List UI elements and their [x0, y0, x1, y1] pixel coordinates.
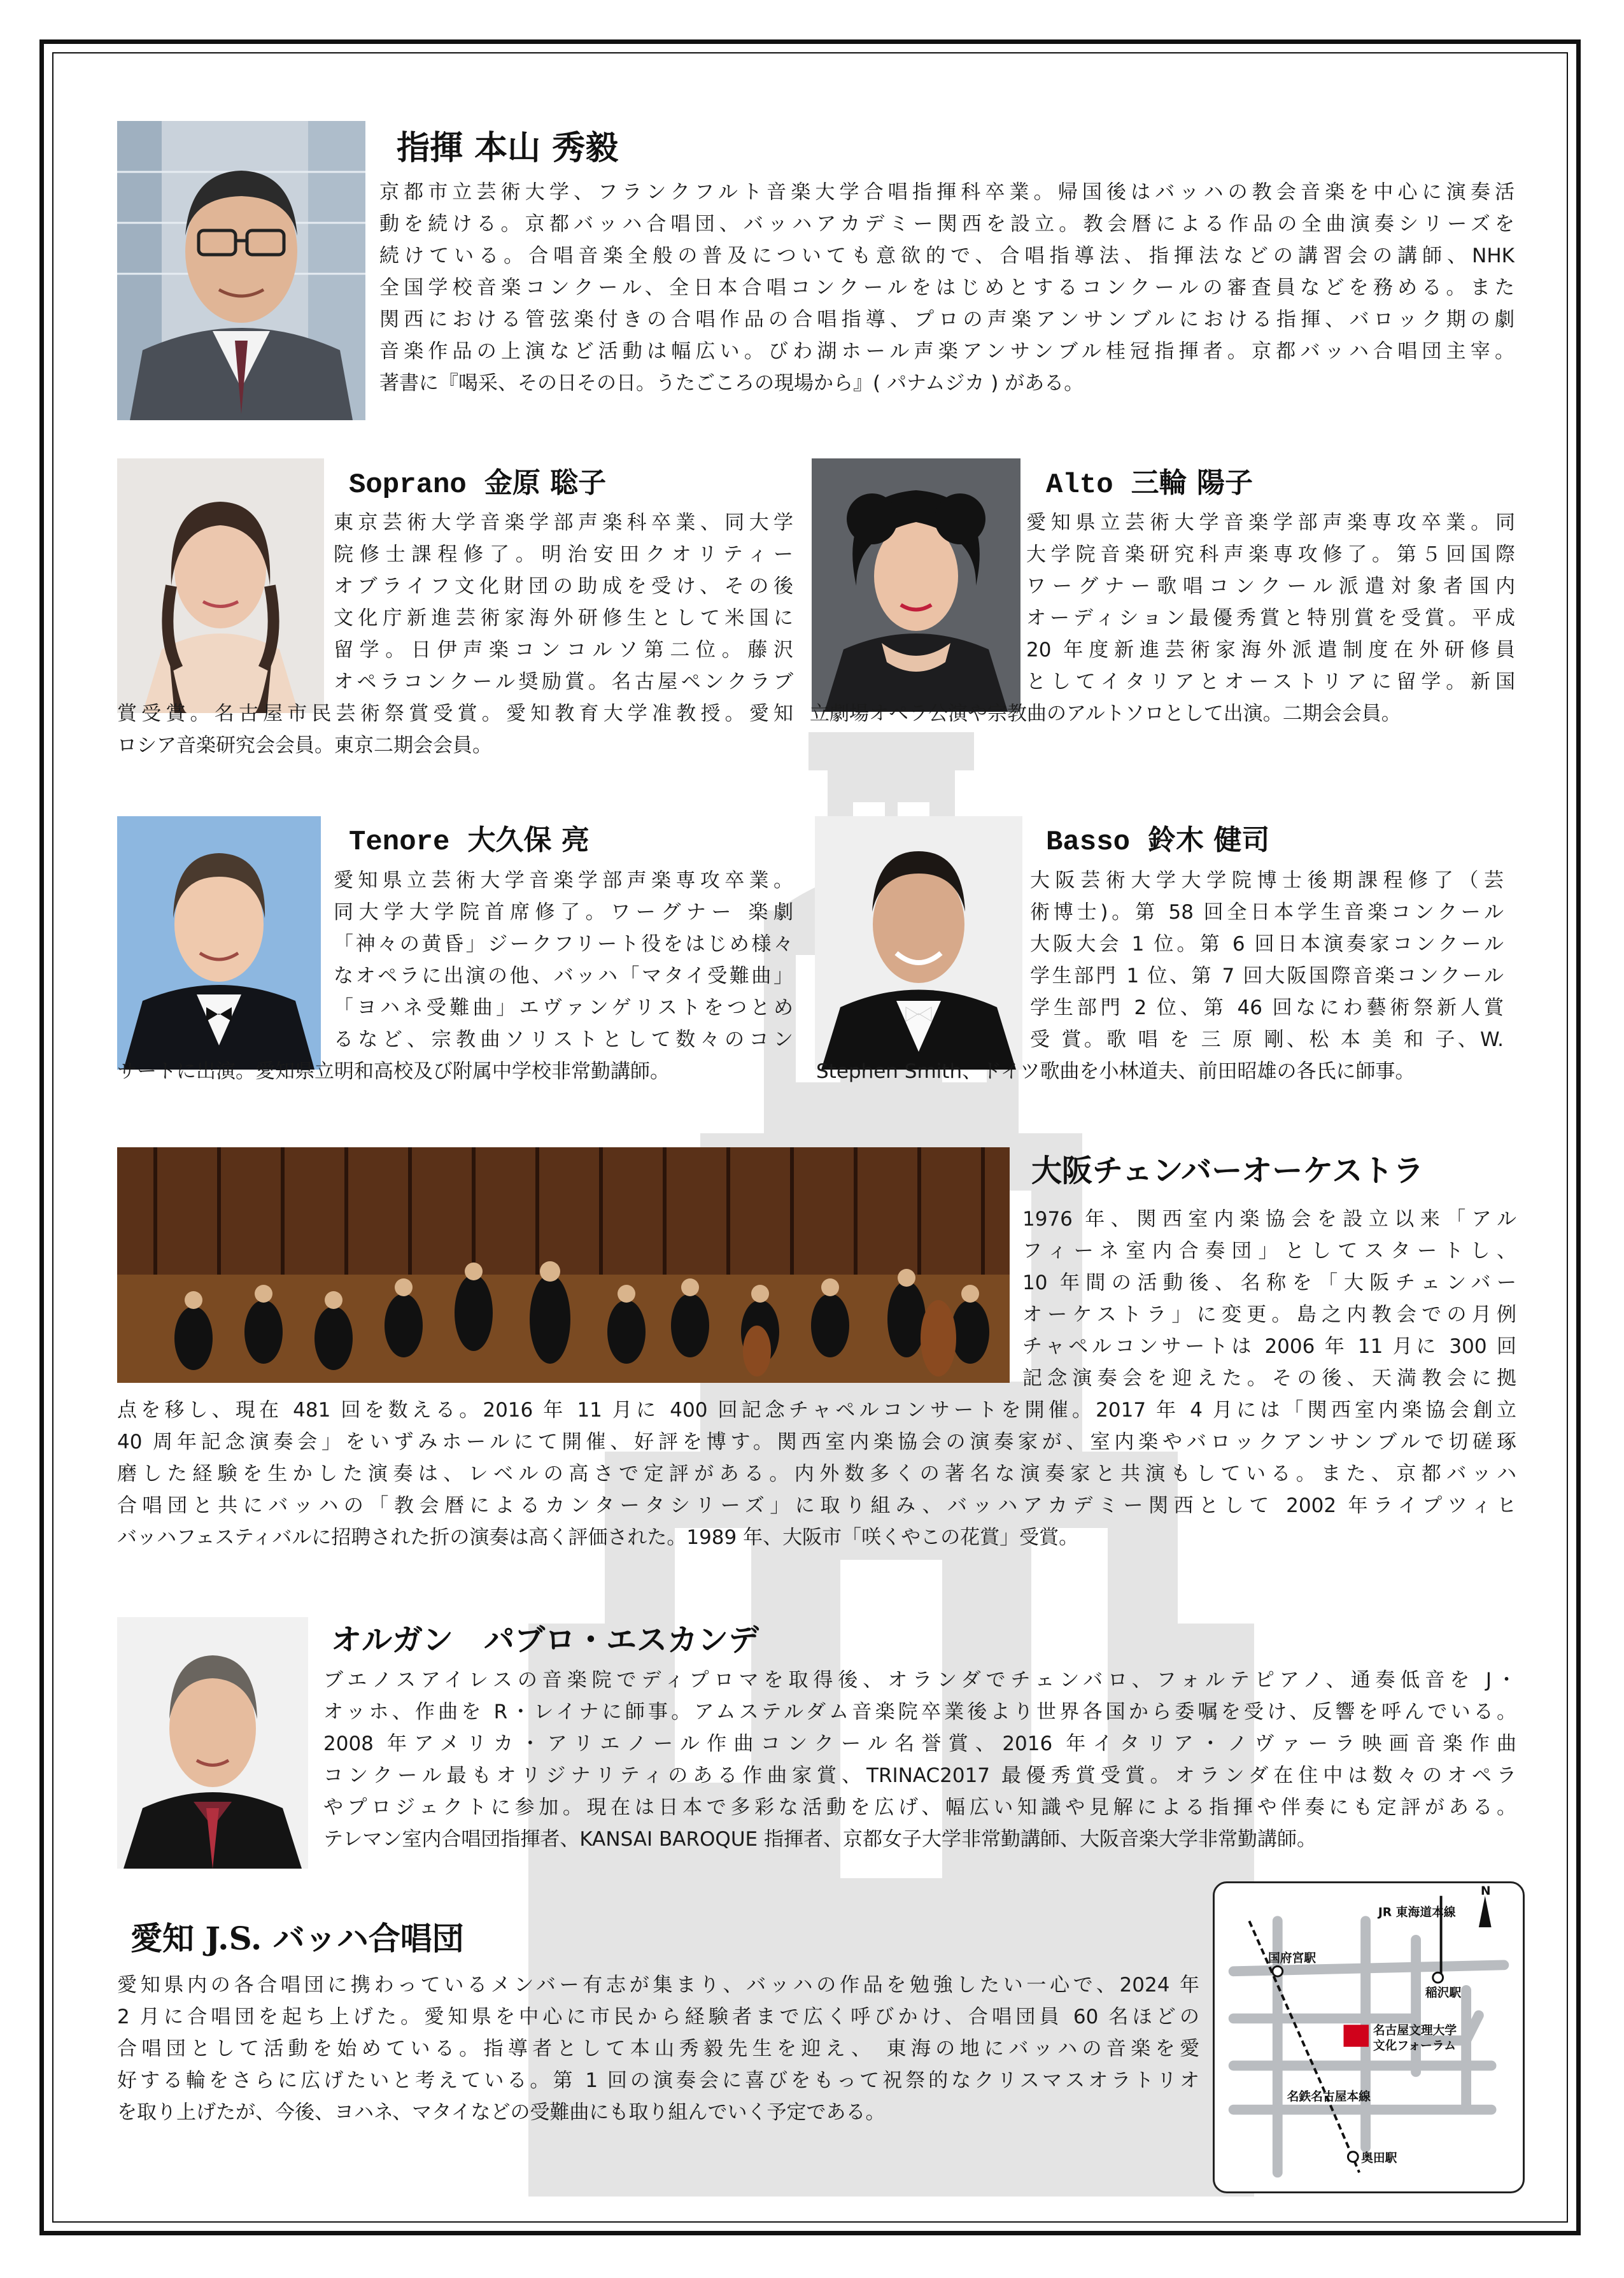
north-arrow-icon: [1479, 1896, 1492, 1927]
organ-bio: [323, 1664, 1516, 1855]
bio-line: 京都市立芸術大学、フランクフルト音楽大学合唱指揮科卒業。帰国後はバッハの教会音楽を中心に演奏活: [379, 181, 1515, 204]
map-north-label: N: [1480, 1884, 1491, 1898]
basso-bio-top: [1030, 865, 1504, 1056]
alto-role: Alto: [1046, 469, 1113, 501]
bio-line: オッホ、作曲を R・レイナに師事。アムステルダム音楽院卒業後より世界各国から委嘱を受け、反響を呼んでいる。: [323, 1701, 1516, 1723]
bio-line: 大阪大会 1 位。第 6 回日本演奏家コンクール: [1030, 933, 1504, 956]
basso-bio-bottom: [816, 1056, 1504, 1087]
conductor-photo: [117, 121, 365, 420]
soprano-role: Soprano: [349, 469, 467, 501]
bio-line: Stephen Smith、ドイツ歌曲を小林道夫、前田昭雄の各氏に師事。: [816, 1060, 1415, 1083]
bio-line: 続けている。合唱音楽全般の普及についても意欲的で、合唱指導法、指揮法などの講習会の講師、NHK: [379, 244, 1515, 267]
bio-line: 合唱団と共にバッハの「教会暦によるカンタータシリーズ」に取り組み、バッハアカデミー関西として 2002 年ライプツィヒ: [117, 1494, 1516, 1517]
bio-line: を取り上げたが、今後、ヨハネ、マタイなどの受難曲にも取り組んでいく予定である。: [117, 2101, 886, 2124]
soprano-name: 金原 聡子: [484, 467, 607, 499]
orchestra-bio-short: [1022, 1203, 1516, 1394]
bio-line: 1976 年、関西室内楽協会を設立以来「アル: [1022, 1208, 1516, 1231]
basso-photo: [815, 816, 1022, 1070]
map-venue-label-2: 文化フォーラム: [1373, 2039, 1457, 2053]
map-jr-line-label: JR 東海道本線: [1378, 1906, 1456, 1920]
choir-bio: [117, 1969, 1199, 2128]
bio-line: 音楽作品の上演など活動は幅広い。びわ湖ホール声楽アンサンブル桂冠指揮者。京都バッハ合唱団主宰。: [379, 340, 1515, 363]
conductor-bio: [379, 176, 1515, 399]
kokufunomiya-station-marker: [1273, 1966, 1283, 1976]
bio-line: 2008 年アメリカ・アリエノール作曲コンクール名誉賞、2016 年イタリア・ノヴァーラ映画音楽作曲: [323, 1732, 1516, 1755]
bio-line: 10 年間の活動後、名称を「大阪チェンバー: [1022, 1271, 1516, 1294]
bio-line: サートに出演。愛知県立明和高校及び附属中学校非常勤講師。: [117, 1060, 670, 1083]
map-venue-label-1: 名古屋文理大学: [1373, 2024, 1457, 2038]
bio-line: 好する輪をさらに広げたいと考えている。第 1 回の演奏会に喜びをもって祝祭的なクリスマスオラトリオ: [117, 2069, 1199, 2092]
bio-line: オーケストラ」に変更。島之内教会での月例: [1022, 1303, 1516, 1326]
bio-line: 2 月に合唱団を起ち上げた。愛知県を中心に市民から経験者まで広く呼びかけ、合唱団員 60 名ほどの: [117, 2006, 1199, 2028]
bio-line: 受 賞。歌 唱 を 三 原 剛、松 本 美 和 子、W.: [1030, 1028, 1504, 1051]
bio-line: 同大学大学院首席修了。ワーグナー 楽劇: [334, 901, 793, 924]
bio-line: オブライフ文化財団の助成を受け、その後: [334, 575, 793, 598]
orchestra-bio-long: [117, 1394, 1516, 1553]
bio-line: 立劇場オペラ公演や宗教曲のアルトソロとして出演。二期会会員。: [810, 702, 1401, 725]
bio-line: るなど、宗教曲ソリストとして数々のコン: [334, 1028, 793, 1051]
soprano-photo: [117, 458, 324, 713]
organist-photo: [117, 1617, 308, 1869]
bio-line: 「神々の黄昏」ジークフリート役をはじめ様々: [334, 933, 793, 956]
bio-line: 磨した経験を生かした演奏は、レベルの高さで定評がある。内外数多くの著名な演奏家と共演もしている。また、京都バッハ: [117, 1462, 1516, 1485]
tenore-photo: [117, 816, 321, 1070]
bio-line: 記念演奏会を迎えた。その後、天満教会に拠: [1022, 1367, 1516, 1390]
basso-role: Basso: [1046, 826, 1131, 858]
soprano-bio-top: [334, 507, 793, 698]
alto-bio-bottom: [810, 698, 1515, 730]
bio-line: 著書に『喝采、その日その日。うたごころの現場から』( パナムジカ ) がある。: [379, 372, 1084, 395]
bio-line: ブエノスアイレスの音楽院でディプロマを取得後、オランダでチェンバロ、フォルテピアノ、通奏低音を J・: [323, 1669, 1516, 1692]
orchestra-name: 大阪チェンバーオーケストラ: [1031, 1153, 1424, 1189]
bio-line: コンクール最もオリジナリティのある作曲家賞、TRINAC2017 最優秀賞受賞。オランダ在住中は数々のオペラ: [323, 1764, 1516, 1787]
bio-line: 大阪芸術大学大学院博士後期課程修了（芸: [1030, 869, 1504, 892]
bio-line: 全国学校音楽コンクール、全日本合唱コンクールをはじめとするコンクールの審査員などを務める。また: [379, 276, 1515, 299]
bio-line: バッハフェスティバルに招聘された折の演奏は高く評価された。1989 年、大阪市「咲くやこの花賞」受賞。: [117, 1526, 1079, 1549]
bio-line: 文化庁新進芸術家海外研修生として米国に: [334, 607, 793, 630]
bio-line: 学生部門 2 位、第 46 回なにわ藝術祭新人賞: [1030, 996, 1504, 1019]
bio-line: オペラコンクール奨励賞。名古屋ペンクラブ: [334, 670, 793, 693]
bio-line: なオペラに出演の他、バッハ「マタイ受難曲」: [334, 965, 793, 987]
alto-bio-top: [1026, 507, 1515, 698]
bio-line: 留学。日伊声楽コンコルソ第二位。藤沢: [334, 639, 793, 661]
map-okuda-label: 奥田駅: [1361, 2151, 1397, 2165]
bio-line: フィーネ室内合奏団」としてスタートし、: [1022, 1240, 1516, 1263]
bio-line: 「ヨハネ受難曲」エヴァンゲリストをつとめ: [334, 996, 793, 1019]
bio-line: 術博士)。第 58 回全日本学生音楽コンクール: [1030, 901, 1504, 924]
bio-line: 20 年度新進芸術家海外派遣制度在外研修員: [1026, 639, 1515, 661]
bio-line: ワーグナー歌唱コンクール派遣対象者国内: [1026, 575, 1515, 598]
bio-line: 動を続ける。京都バッハ合唱団、バッハアカデミー関西を設立。教会暦による作品の全曲演奏シリーズを: [379, 213, 1515, 236]
tenore-name: 大久保 亮: [467, 824, 590, 856]
tenore-heading: [349, 817, 590, 858]
map-meitetsu-label: 名鉄名古屋本線: [1287, 2090, 1371, 2104]
bio-line: 学生部門 1 位、第 7 回大阪国際音楽コンクール: [1030, 965, 1504, 987]
bio-line: チャペルコンサートは 2006 年 11 月に 300 回: [1022, 1335, 1516, 1358]
bio-line: 賞受賞。名古屋市民芸術祭賞受賞。愛知教育大学准教授。愛知: [117, 702, 793, 725]
bio-line: 40 周年記念演奏会」をいずみホールにて開催、好評を博す。関西室内楽協会の演奏家が、室内楽やバロックアンサンブルで切磋琢: [117, 1431, 1516, 1454]
bio-line: テレマン室内合唱団指揮者、KANSAI BAROQUE 指揮者、京都女子大学非常勤講師、大阪音楽大学非常勤講師。: [323, 1828, 1317, 1851]
soprano-heading: [349, 460, 606, 501]
bio-line: 点を移し、現在 481 回を数える。2016 年 11 月に 400 回記念チャペルコンサートを開催。2017 年 4 月には「関西室内楽協会創立: [117, 1399, 1516, 1422]
tenore-bio-bottom: [117, 1056, 793, 1087]
soprano-bio-bottom: [117, 698, 793, 761]
choir-name: 愛知 J.S. バッハ合唱団: [131, 1920, 464, 1957]
bio-line: 関西における管弦楽付きの合唱作品の合唱指導、プロの声楽アンサンブルにおける指揮、バロック期の劇: [379, 308, 1515, 331]
bio-line: 合唱団として活動を始めている。指導者として本山秀毅先生を迎え、 東海の地にバッハの音楽を愛: [117, 2037, 1199, 2060]
bio-line: 愛知県立芸術大学音楽学部声楽専攻卒業。同: [1026, 511, 1515, 534]
access-map: [1213, 1881, 1525, 2193]
bio-line: 愛知県立芸術大学音楽学部声楽専攻卒業。: [334, 869, 793, 892]
bio-line: ロシア音楽研究会会員。東京二期会会員。: [117, 734, 492, 757]
bio-line: 院修士課程修了。明治安田クオリティー: [334, 543, 793, 566]
map-kokufunomiya-label: 国府宮駅: [1267, 1951, 1316, 1965]
bio-line: やプロジェクトに参加。現在は日本で多彩な活動を広げ、幅広い知識や見解による指揮や伴奏にも定評がある。: [323, 1796, 1516, 1819]
tenore-role: Tenore: [349, 826, 450, 858]
orchestra-photo: [117, 1147, 1010, 1383]
bio-line: 大学院音楽研究科声楽専攻修了。第５回国際: [1026, 543, 1515, 566]
map-inazawa-label: 稲沢駅: [1425, 1986, 1462, 2000]
tenore-bio-top: [334, 865, 793, 1056]
bio-line: 東京芸術大学音楽学部声楽科卒業、同大学: [334, 511, 793, 534]
basso-heading: [1046, 817, 1269, 858]
bio-line: としてイタリアとオーストリアに留学。新国: [1026, 670, 1515, 693]
basso-name: 鈴木 健司: [1148, 824, 1270, 856]
bio-line: オーディション最優秀賞と特別賞を受賞。平成: [1026, 607, 1515, 630]
alto-name: 三輪 陽子: [1131, 467, 1253, 499]
alto-photo: [812, 458, 1020, 712]
bio-line: 愛知県内の各合唱団に携わっているメンバー有志が集まり、バッハの作品を勉強したい一心で、2024 年: [117, 1974, 1199, 1997]
organ-heading: オルガン パブロ・エスカンデ: [331, 1622, 759, 1658]
okuda-station-marker: [1348, 2152, 1358, 2162]
alto-heading: [1046, 460, 1253, 501]
venue-marker: [1343, 2025, 1369, 2047]
conductor-name: 指揮 本山 秀毅: [397, 129, 619, 167]
inazawa-station-marker: [1433, 1972, 1443, 1983]
